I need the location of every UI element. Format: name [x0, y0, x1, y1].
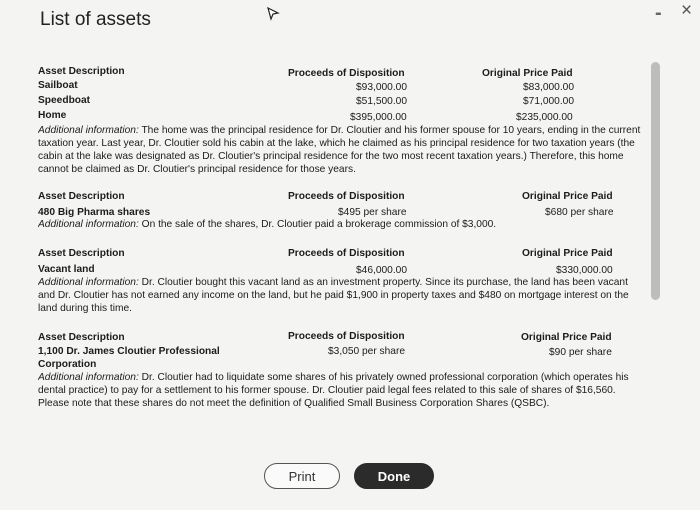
additional-information — [38, 371, 642, 410]
column-header-price: Original Price Paid — [522, 191, 613, 202]
asset-name: Vacant land — [38, 264, 95, 275]
asset-price: $83,000.00 — [523, 82, 574, 93]
asset-name: Speedboat — [38, 95, 91, 106]
asset-block-vacant-land — [38, 247, 642, 315]
column-header-description: Asset Description — [38, 332, 125, 343]
column-header-price: Original Price Paid — [522, 248, 613, 259]
additional-information-text: Dr. Cloutier had to liquidate some shares of his privately owned professional corporation (which operates his dental practice) to pay for a settlement to his former spouse. Dr. Cloutier paid legal fees related to this sale of shares of $16,560. Please note that these shares do not meet the definition of Qualified Small Business Corporation Shares (QSBC). — [38, 372, 629, 409]
mouse-cursor-icon — [266, 7, 280, 21]
asset-name: 1,100 Dr. James Cloutier Professional — [38, 346, 220, 357]
column-header-price: Original Price Paid — [482, 68, 573, 79]
additional-information-label: Additional information: — [38, 219, 139, 230]
asset-price: $330,000.00 — [556, 265, 613, 276]
column-header-proceeds: Proceeds of Disposition — [288, 248, 405, 259]
column-header-price: Original Price Paid — [521, 332, 612, 343]
additional-information-label: Additional information: — [38, 277, 139, 288]
asset-list — [38, 60, 642, 440]
asset-proceeds: $395,000.00 — [350, 112, 407, 123]
column-header-proceeds: Proceeds of Disposition — [288, 331, 405, 342]
column-header-description: Asset Description — [38, 66, 125, 77]
dialog-footer — [0, 455, 700, 510]
asset-block-professional-corporation — [38, 331, 642, 410]
additional-information-label: Additional information: — [38, 372, 139, 383]
asset-price: $90 per share — [549, 347, 612, 358]
scrollbar-thumb[interactable] — [651, 62, 660, 300]
additional-information-text: Dr. Cloutier bought this vacant land as an investment property. Since its purchase, the land has been vacant and Dr. Cloutier has not earned any income on the land, but he paid $1,900 in property taxes and $480 on mortgage interest on the land during this time. — [38, 277, 629, 314]
asset-price: $71,000.00 — [523, 96, 574, 107]
additional-information-label: Additional information: — [38, 125, 139, 136]
done-button[interactable]: Done — [354, 463, 434, 489]
asset-name-continued: Corporation — [38, 359, 97, 370]
asset-block-boats-home — [38, 60, 642, 176]
asset-name: Sailboat — [38, 80, 78, 91]
minimize-icon[interactable]: - — [655, 2, 662, 24]
asset-proceeds: $3,050 per share — [328, 346, 406, 357]
additional-information-text: On the sale of the shares, Dr. Cloutier paid a brokerage commission of $3,000. — [138, 219, 497, 230]
additional-information — [38, 218, 642, 231]
asset-price: $680 per share — [545, 207, 614, 218]
asset-proceeds: $51,500.00 — [356, 96, 407, 107]
column-header-description: Asset Description — [38, 191, 125, 202]
additional-information — [38, 276, 642, 315]
column-header-description: Asset Description — [38, 248, 125, 259]
additional-information-text: The home was the principal residence for Dr. Cloutier and his former spouse for 10 years, ending in the current taxation year. Last year, Dr. Cloutier sold his cabin at the lake, which he claimed as his principal residence for two taxation years (the cabin at the lake was designated as Dr. Cloutier's principal residence for the two most recent taxation years.) Therefore, this home cannot be claimed as Dr. Cloutier's principal residence for those years. — [38, 125, 641, 175]
asset-proceeds: $495 per share — [338, 207, 407, 218]
asset-proceeds: $93,000.00 — [356, 82, 407, 93]
close-icon[interactable]: × — [681, 0, 693, 21]
page-title: List of assets — [40, 9, 151, 30]
additional-information — [38, 124, 642, 176]
asset-name: Home — [38, 110, 67, 121]
asset-proceeds: $46,000.00 — [356, 265, 407, 276]
asset-name: 480 Big Pharma shares — [38, 207, 151, 218]
asset-price: $235,000.00 — [516, 112, 573, 123]
column-header-proceeds: Proceeds of Disposition — [288, 68, 405, 79]
print-button[interactable]: Print — [264, 463, 340, 489]
asset-block-shares — [38, 189, 642, 231]
column-header-proceeds: Proceeds of Disposition — [288, 191, 405, 202]
